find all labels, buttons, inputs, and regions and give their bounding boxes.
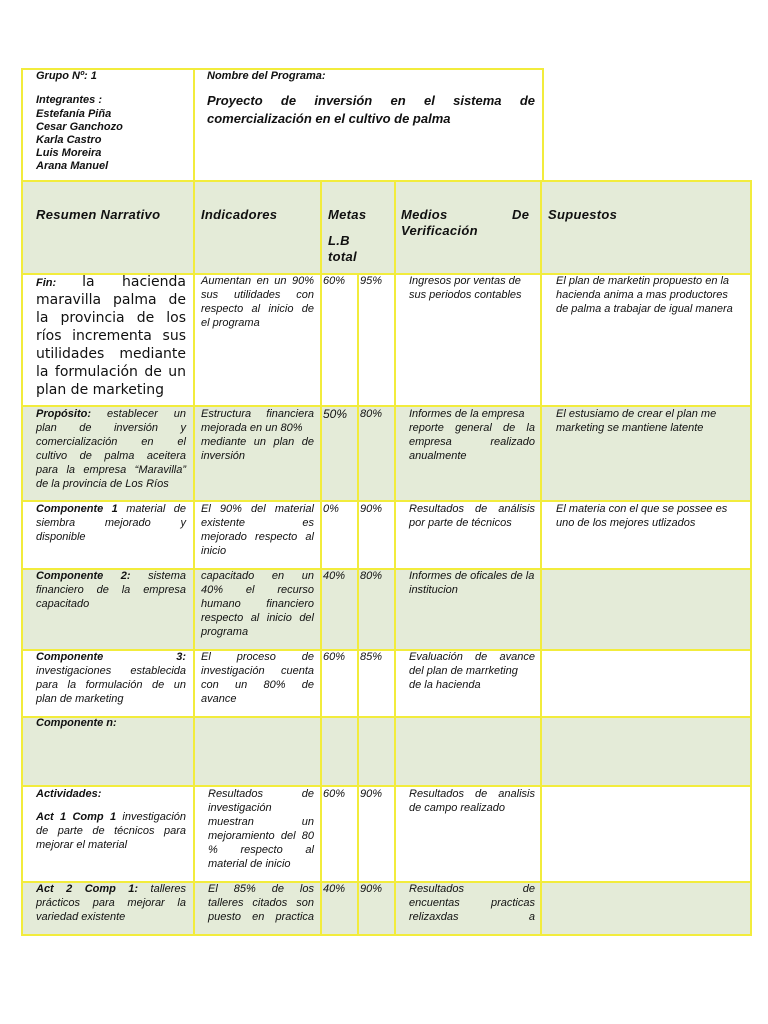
col-line-lb <box>357 274 359 936</box>
act1-text-first: investigación <box>122 811 186 823</box>
comp3-line-1: investigaciones establecida <box>36 665 186 677</box>
proposito-indicador-2: mejorada en un 80% <box>201 422 303 434</box>
col-header-total: total <box>328 249 357 264</box>
comp2-text-first: sistema <box>148 570 186 582</box>
comp2-lb: 40% <box>323 570 346 582</box>
comp1-lb: 0% <box>323 503 339 515</box>
comp3-indicador-1: El proceso de <box>201 651 314 663</box>
comp2-indicador-2: 40% el recurso <box>201 584 314 596</box>
col-line-1 <box>193 180 195 936</box>
col-header-medios: Medios <box>401 207 448 222</box>
act2-indicador-3: puesto en practica <box>208 911 314 923</box>
act1-indicador-1: Resultados de <box>208 788 314 800</box>
act1-medios-2: de campo realizado <box>409 802 506 814</box>
programa-title-line-2: comercialización en el cultivo de palma <box>207 111 451 126</box>
act2-line-1: prácticos para mejorar la <box>36 897 186 909</box>
comp2-indicador-4: respecto al inicio del <box>201 612 314 624</box>
fin-supuestos-3: de palma a trabajar de igual manera <box>556 303 733 315</box>
comp1-medios-2: por parte de técnicos <box>409 517 512 529</box>
comp2-indicador-1: capacitado en un <box>201 570 314 582</box>
fin-first-line <box>36 273 186 292</box>
fin-supuestos-1: El plan de marketin propuesto en la <box>556 275 730 287</box>
act1-indicador-4: mejoramiento del 80 <box>208 830 314 842</box>
proposito-medios-2: reporte general de la <box>409 422 535 434</box>
act1-medios-1: Resultados de analisis <box>409 788 535 800</box>
act1-label: Act 1 Comp 1 <box>36 811 117 823</box>
fin-line-1: maravilla palma de <box>36 292 186 308</box>
col-header-resumen: Resumen Narrativo <box>36 207 161 222</box>
col-header-supuestos: Supuestos <box>548 207 618 222</box>
comp1-indicador-2: existente es <box>201 517 314 529</box>
proposito-indicador-1: Estructura financiera <box>201 408 314 420</box>
proposito-line-3: cultivo de palma aceitera <box>36 450 186 462</box>
act2-indicador-1: El 85% de los <box>208 883 314 895</box>
comp1-indicador-4: inicio <box>201 545 227 557</box>
proposito-medios-3: empresa realizado <box>409 436 535 448</box>
fin-line-4: utilidades mediante <box>36 346 186 362</box>
comp2-indicador-3: humano financiero <box>201 598 314 610</box>
fin-line-6: plan de marketing <box>36 382 164 398</box>
group-box-divider <box>193 68 195 182</box>
col-header-indicadores: Indicadores <box>201 207 278 222</box>
proposito-supuestos-2: marketing se mantiene latente <box>556 422 704 434</box>
comp2-total: 80% <box>360 570 383 582</box>
programa-title-line-1: Proyecto de inversión en el sistema de <box>207 93 535 108</box>
fin-text-first: la hacienda <box>82 274 186 290</box>
fin-indicador-2: sus utilidades con <box>201 289 314 301</box>
proposito-line-1: plan de inversión y <box>36 422 186 434</box>
integrante-2: Cesar Ganchozo <box>36 121 123 133</box>
integrante-3: Karla Castro <box>36 134 102 146</box>
act1-first-line <box>36 810 186 824</box>
col-header-metas: Metas <box>328 207 367 222</box>
comp1-supuestos-2: uno de los mejores utlizados <box>556 517 696 529</box>
act2-first-line <box>36 882 186 896</box>
comp3-lb: 60% <box>323 651 346 663</box>
act2-medios-3: relizaxdas a <box>409 911 535 923</box>
comp2-medios-2: institucion <box>409 584 458 596</box>
act2-medios-1: Resultados de <box>409 883 535 895</box>
act2-text-first: talleres <box>150 883 186 895</box>
fin-indicador-4: el programa <box>201 317 260 329</box>
fin-medios-2: sus periodos contables <box>409 289 522 301</box>
fin-label: Fin: <box>36 277 57 289</box>
act1-indicador-3: muestran un <box>208 816 314 828</box>
act2-label: Act 2 Comp 1: <box>36 883 139 895</box>
col-header-verificacion: Verificación <box>401 223 478 238</box>
comp3-medios-3: de la hacienda <box>409 679 481 691</box>
act2-medios-2: encuentas practicas <box>409 897 535 909</box>
fin-supuestos-2: hacienda anima a mas productores <box>556 289 728 301</box>
comp2-first-line <box>36 569 186 583</box>
proposito-line-4: para la empresa “Maravilla” <box>36 464 186 476</box>
row-line-6 <box>21 716 752 718</box>
act1-lb: 60% <box>323 788 346 800</box>
comp1-indicador-1: El 90% del material <box>201 503 314 515</box>
actividades-label: Actividades: <box>36 788 102 800</box>
comp3-indicador-2: investigación cuenta <box>201 665 314 677</box>
comp1-supuestos-1: El materia con el que se possee es <box>556 503 728 515</box>
comp3-medios-2: del plan de marrketing <box>409 665 518 677</box>
proposito-lb: 50% <box>323 407 348 421</box>
proposito-indicador-3: mediante un plan de <box>201 436 314 448</box>
proposito-first-line <box>36 407 186 421</box>
proposito-supuestos-1: El estusiamo de crear el plan me <box>556 408 717 420</box>
proposito-medios-4: anualmente <box>409 450 467 462</box>
integrante-5: Arana Manuel <box>36 160 109 172</box>
fin-medios-1: Ingresos por ventas de <box>409 275 521 287</box>
fin-line-3: ríos incrementa sus <box>36 328 186 344</box>
integrante-1: Estefanía Piña <box>36 108 112 120</box>
proposito-line-2: comercialización en el <box>36 436 186 448</box>
fin-lb: 60% <box>323 275 346 287</box>
proposito-indicador-4: inversión <box>201 450 246 462</box>
proposito-medios-1: Informes de la empresa <box>409 408 525 420</box>
col-line-2 <box>320 180 322 936</box>
comp1-indicador-3: mejorado respecto al <box>201 531 314 543</box>
comp3-line-2: para la formulación de un <box>36 679 186 691</box>
fin-line-2: la provincia de los <box>36 310 186 326</box>
comp3-medios-1: Evaluación de avance <box>409 651 535 663</box>
act2-total: 90% <box>360 883 383 895</box>
comp1-first-line <box>36 502 186 516</box>
comp1-total: 90% <box>360 503 383 515</box>
act1-total: 90% <box>360 788 383 800</box>
row-line-7 <box>21 785 752 787</box>
comp1-medios-1: Resultados de análisis <box>409 503 535 515</box>
comp3-label: Componente 3: <box>36 651 186 663</box>
col-line-4 <box>540 180 542 936</box>
comp2-indicador-5: programa <box>201 626 249 638</box>
integrante-4: Luis Moreira <box>36 147 102 159</box>
comp2-line-1: financiero de la empresa <box>36 584 186 596</box>
comp1-line-2: disponible <box>36 531 86 543</box>
comp2-label: Componente 2: <box>36 570 131 582</box>
programa-label: Nombre del Programa: <box>207 70 326 82</box>
col-header-lb: L.B <box>328 233 350 248</box>
proposito-total: 80% <box>360 408 383 420</box>
compn-label: Componente n: <box>36 717 117 729</box>
fin-indicador-1: Aumentan en un 90% <box>201 275 314 287</box>
comp1-label: Componente 1 <box>36 503 118 515</box>
act1-indicador-6: material de inicio <box>208 858 291 870</box>
comp1-text-first: material de <box>126 503 186 515</box>
proposito-text-first: establecer un <box>107 408 187 420</box>
fin-line-5: la formulación de un <box>36 364 186 380</box>
integrantes-label: Integrantes : <box>36 94 103 106</box>
col-line-3 <box>394 180 396 936</box>
act2-indicador-2: talleres citados son <box>208 897 314 909</box>
comp1-line-1: siembra mejorado y <box>36 517 186 529</box>
comp2-medios-1: Informes de oficales de la <box>409 570 535 582</box>
proposito-label: Propósito: <box>36 408 91 420</box>
act1-line-2: mejorar el material <box>36 839 128 851</box>
act2-lb: 40% <box>323 883 346 895</box>
comp3-indicador-4: avance <box>201 693 237 705</box>
act1-line-1: de parte de técnicos para <box>36 825 186 837</box>
act1-indicador-5: % respecto al <box>208 844 314 856</box>
act1-indicador-2: investigación <box>208 802 272 814</box>
col-header-medios-de: De <box>512 207 530 222</box>
comp3-total: 85% <box>360 651 383 663</box>
comp2-line-2: capacitado <box>36 598 90 610</box>
proposito-line-5: de la provincia de Los Ríos <box>36 478 169 490</box>
fin-total: 95% <box>360 275 383 287</box>
grupo-label: Grupo Nº: 1 <box>36 70 97 82</box>
comp3-indicador-3: con un 80% de <box>201 679 314 691</box>
act2-line-2: variedad existente <box>36 911 126 923</box>
fin-indicador-3: respecto al inicio de <box>201 303 314 315</box>
comp3-line-3: plan de marketing <box>36 693 124 705</box>
